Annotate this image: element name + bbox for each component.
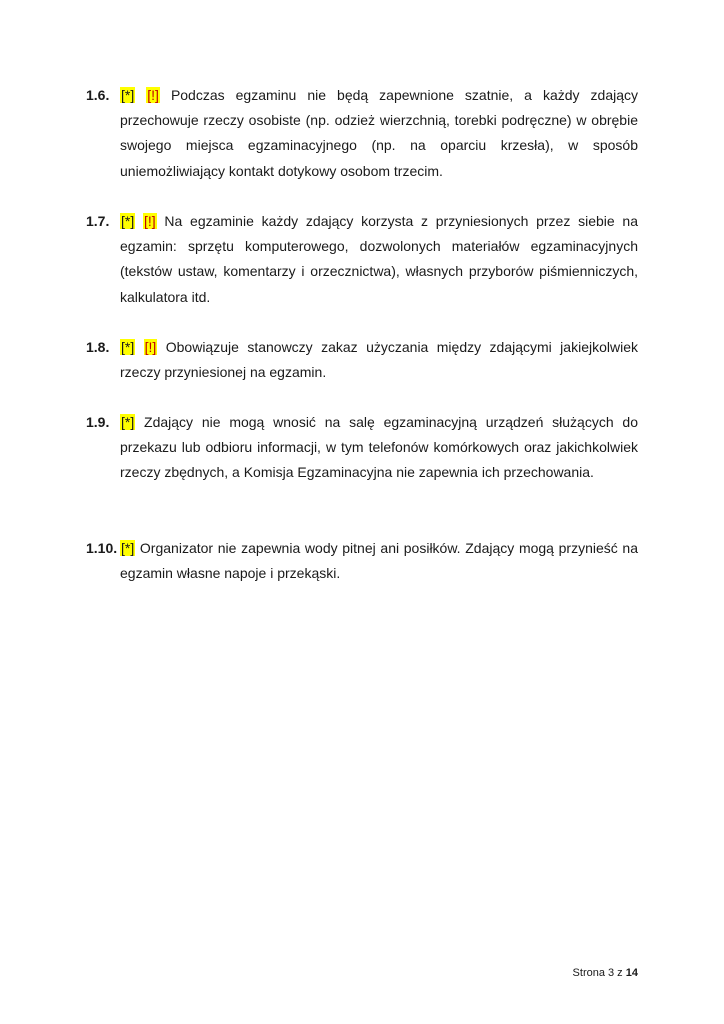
page-number [573,966,638,980]
exclamation-tag: [!] [143,213,156,229]
item-text-block [120,410,638,486]
item-text-block [120,83,638,184]
item-text: Zdający nie mogą wnosić na salę egzaminacyjną urządzeń służących do przekazu lub odbioru informacji, w tym telefonów komórkowych oraz jakichkolwiek rzeczy zbędnych, a Komisja Egzaminacyjna nie zapewnia ich przechowania. [120,414,638,481]
asterisk-tag: [*] [121,414,135,430]
item-number: 1.10. [86,540,118,556]
page-number-prefix: Strona 3 z [572,967,626,979]
list-item [86,335,638,385]
list-item [86,209,638,310]
item-text: Organizator nie zapewnia wody pitnej ani posiłków. Zdający mogą przynieść na egzamin własne napoje i przekąski. [120,540,639,582]
exclamation-tag: [!] [147,87,159,103]
item-text: Na egzaminie każdy zdający korzysta z przyniesionych przez siebie na egzamin: sprzętu komputerowego, dozwolonych materiałów egzaminacyjnych (tekstów ustaw, komentarzy i orzecznictwa), własnych przyborów piśmienniczych, kalkulatora itd. [120,213,638,305]
item-text: Podczas egzaminu nie będą zapewnione szatnie, a każdy zdający przechowuje rzeczy osobiste (np. odzież wierzchnią, torebki podręczne) w obrębie swojego miejsca egzaminacyjnego (np. na oparciu krzesła), w sposób uniemożliwiający kontakt dotykowy osobom trzecim. [120,87,639,179]
asterisk-tag: [*] [121,87,135,103]
exclamation-tag: [!] [144,339,157,355]
page-total: 14 [625,967,638,979]
list-item [86,410,638,486]
asterisk-tag: [*] [121,540,135,556]
list-item [86,536,638,586]
item-number: 1.6. [86,87,110,103]
item-text-block [120,335,638,385]
item-number: 1.7. [86,213,110,229]
item-number: 1.8. [86,339,110,355]
item-text: Obowiązuje stanowczy zakaz użyczania między zdającymi jakiejkolwiek rzeczy przyniesionej na egzamin. [120,339,638,381]
item-text-block [120,536,638,586]
item-number: 1.9. [86,414,110,430]
asterisk-tag: [*] [121,213,135,229]
asterisk-tag: [*] [121,339,135,355]
item-text-block [120,209,638,310]
list-item [86,83,638,184]
